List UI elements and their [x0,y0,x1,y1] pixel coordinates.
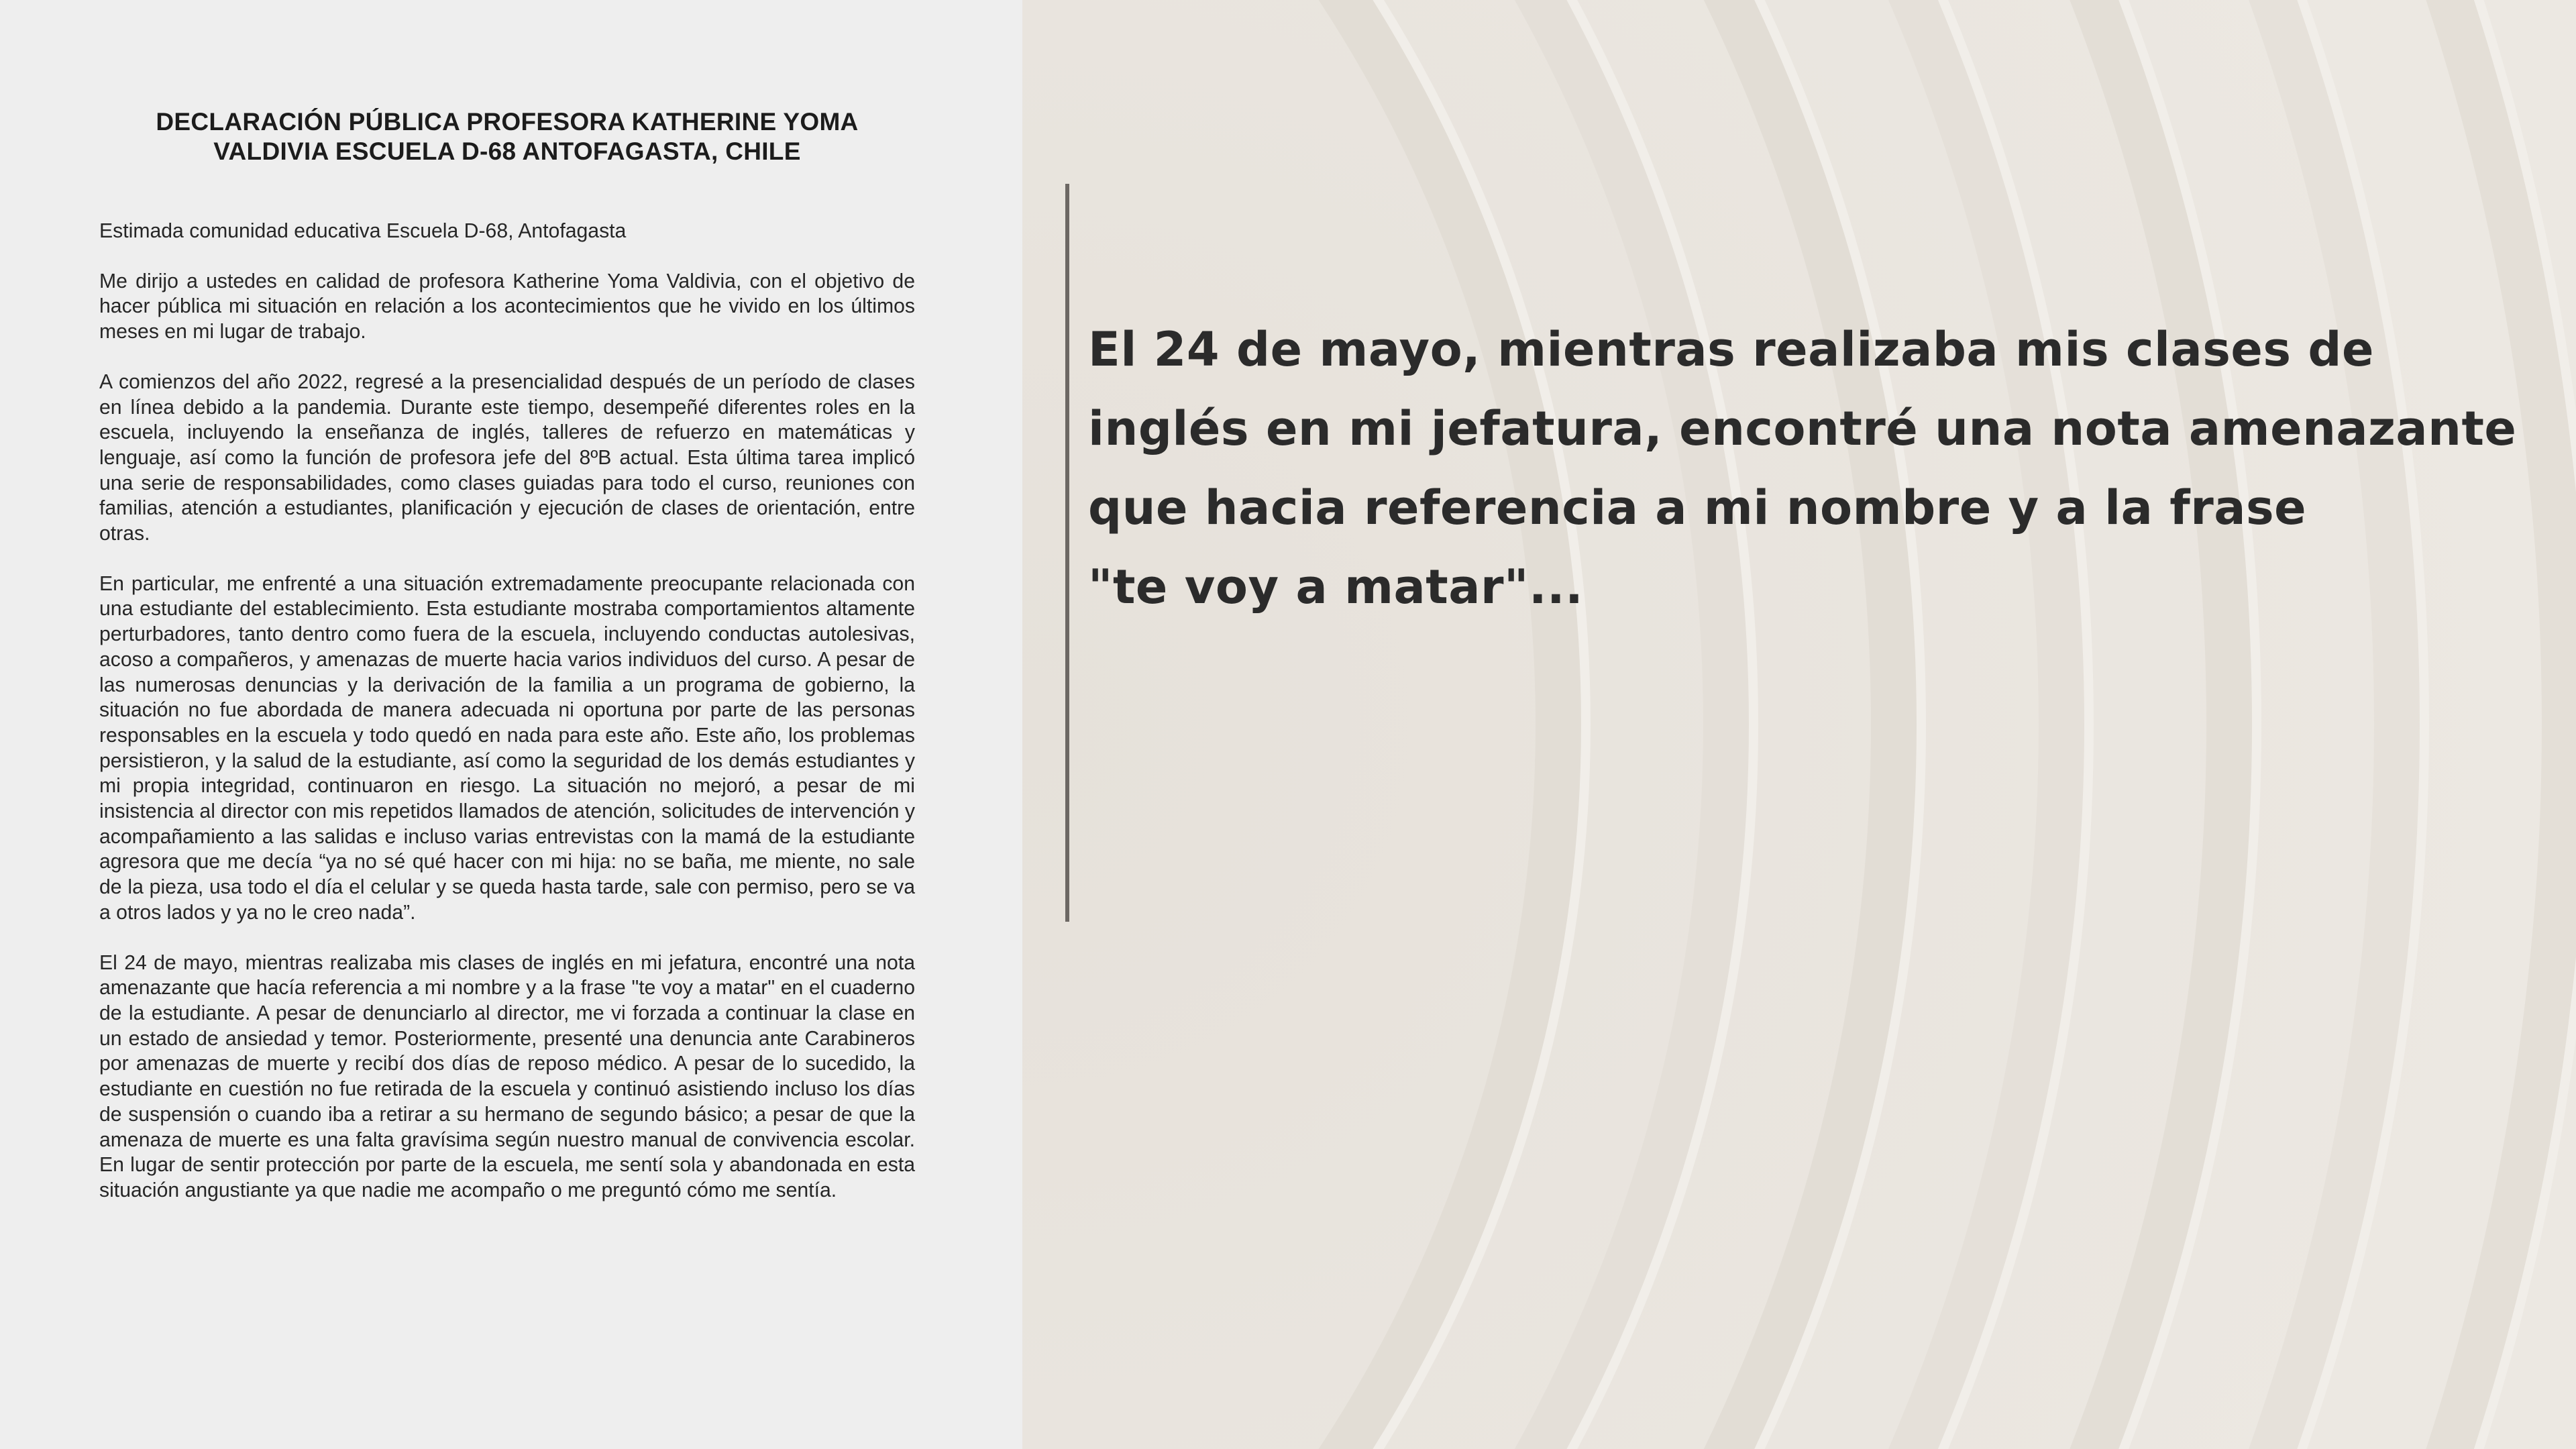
document-paragraph: A comienzos del año 2022, regresé a la presencialidad después de un período de clases en línea debido a la pandemia. Durante este tiempo, desempeñé diferentes roles en la escuela, incluyendo la enseñanza de inglés, talleres de refuerzo en matemáticas y lenguaje, así como la función de profesora jefe del 8ºB actual. Esta última tarea implicó una serie de responsabilidades, como clases guiadas para todo el curso, reuniones con familias, atención a estudiantes, planificación y ejecución de clases de orientación, entre otras. [99,370,915,545]
quote-line-2: inglés en mi jefatura, encontré una nota amenazante [1088,401,2517,456]
document-paragraph: Me dirijo a ustedes en calidad de profesora Katherine Yoma Valdivia, con el objetivo de hacer pública mi situación en relación a los acontecimientos que he vivido en los últimos meses en mi lugar de trabajo. [99,270,915,343]
document-paragraph: En particular, me enfrenté a una situación extremadamente preocupante relacionada con una estudiante del establecimiento. Esta estudiante mostraba comportamientos altamente perturbadores, tanto dentro como fuera de la escuela, incluyendo conductas autolesivas, acoso a compañeros, y amenazas de muerte hacia varios individuos del curso. A pesar de las numerosas denuncias y la derivación de la familia a un programa de gobierno, la situación no fue abordada de manera adecuada ni oportuna por parte de las personas responsables en la escuela y todo quedó en nada para este año. Este año, los problemas persistieron, y la salud de la estudiante, así como la seguridad de los demás estudiantes y mi propia integridad, continuaron en riesgo. La situación no mejoró, a pesar de mi insistencia al director con mis repetidos llamados de atención, solicitudes de intervención y acompañamiento a las salidas e incluso varias entrevistas con la mamá de la estudiante agresora que me decía “ya no sé qué hacer con mi hija: no se baña, me miente, no sale de la pieza, usa todo el día el celular y se queda hasta tarde, sale con permiso, pero se va a otros lados y ya no le creo nada”. [99,572,915,924]
highlighted-quote [1088,310,2524,627]
decorative-arc-background [1022,0,2576,1449]
quote-accent-bar [1065,184,1069,922]
quote-line-3: que hacia referencia a mi nombre y a la frase [1088,480,2307,535]
quote-line-1: El 24 de mayo, mientras realizaba mis clases de [1088,322,2374,377]
document-title-line-2: VALDIVIA ESCUELA D-68 ANTOFAGASTA, CHILE [213,138,801,165]
document-salutation: Estimada comunidad educativa Escuela D-68, Antofagasta [99,220,627,242]
document-title [99,107,915,166]
document-body [99,219,915,1203]
public-declaration-document [0,0,1022,1449]
document-paragraph: El 24 de mayo, mientras realizaba mis clases de inglés en mi jefatura, encontré una nota amenazante que hacía referencia a mi nombre y a la frase "te voy a matar" en el cuaderno de la estudiante. A pesar de denunciarlo al director, me vi forzada a continuar la clase en un estado de ansiedad y temor. Posteriormente, presenté una denuncia ante Carabineros por amenazas de muerte y recibí dos días de reposo médico. A pesar de lo sucedido, la estudiante en cuestión no fue retirada de la escuela y continuó asistiendo incluso los días de suspensión o cuando iba a retirar a su hermano de segundo básico; a pesar de que la amenaza de muerte es una falta gravísima según nuestro manual de convivencia escolar. En lugar de sentir protección por parte de la escuela, me sentí sola y abandonada en esta situación angustiante ya que nadie me acompaño o me preguntó cómo me sentía. [99,951,915,1201]
arc-pattern [1022,0,2576,1449]
quote-line-4: "te voy a matar"... [1088,559,1584,614]
document-title-line-1: DECLARACIÓN PÚBLICA PROFESORA KATHERINE YOMA [156,108,859,136]
